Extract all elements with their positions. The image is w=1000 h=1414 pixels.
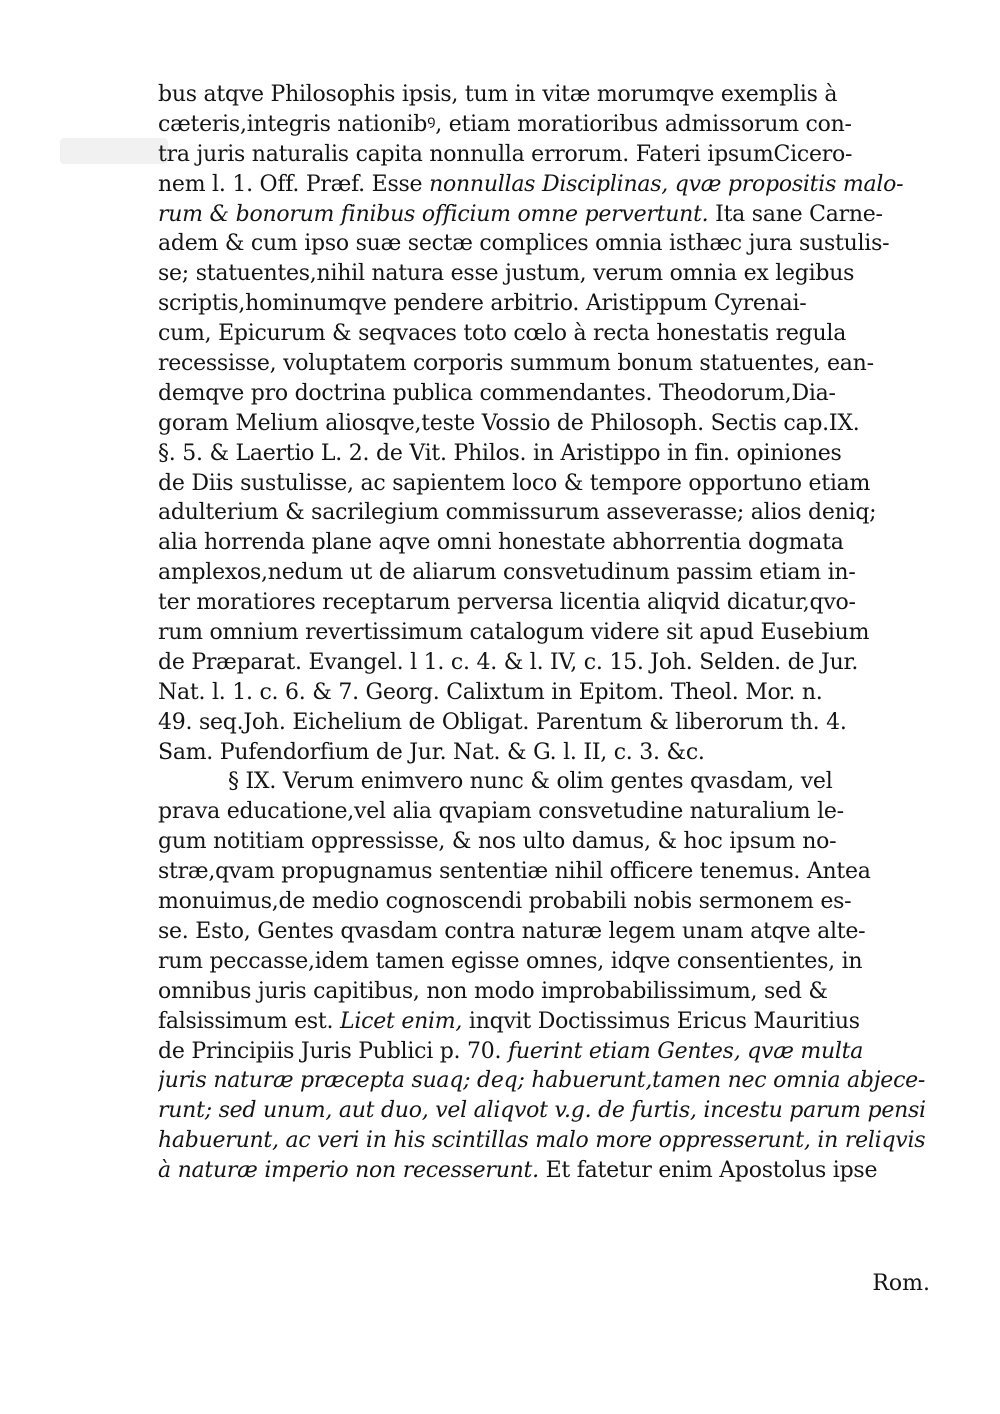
text-line: runt; sed unum, aut duo, vel aliqvot v.g. de furtis, incestu parum pensi <box>158 1098 926 1124</box>
roman-run: Ita sane Carne- <box>708 201 883 227</box>
text-line: ter moratiores receptarum perversa licentia aliqvid dicatur,qvo- <box>158 590 856 616</box>
catchword: Rom. <box>872 1271 930 1296</box>
text-line: scriptis,hominumqve pendere arbitrio. Aristippum Cyrenai- <box>158 291 807 317</box>
italic-run: fuerint etiam Gentes, qvæ multa <box>501 1038 864 1064</box>
text-line: Nat. l. 1. c. 6. & 7. Georg. Calixtum in Epitom. Theol. Mor. n. <box>158 679 823 705</box>
roman-run: falsissimum est. <box>158 1008 334 1034</box>
text-line: Sam. Pufendorfium de Jur. Nat. & G. l. II, c. 3. &c. <box>158 739 705 765</box>
text-line: 49. seq.Joh. Eichelium de Obligat. Parentum & liberorum th. 4. <box>158 709 847 735</box>
italic-run: nonnullas Disciplinas, qvæ propositis malo- <box>422 171 904 197</box>
roman-run: Et fatetur enim Apostolus ipse <box>538 1158 878 1184</box>
text-line: cæteris,integris nationibꝰ, etiam moratioribus admissorum con- <box>158 111 852 137</box>
text-line: rum peccasse,idem tamen egisse omnes, idqve consentientes, in <box>158 948 863 974</box>
text-line: monuimus,de medio cognoscendi probabili nobis sermonem es- <box>158 889 852 915</box>
text-line: se; statuentes,nihil natura esse justum, verum omnia ex legibus <box>158 261 855 287</box>
text-line: adulterium & sacrilegium commissurum asseverasse; alios deniq; <box>158 500 877 526</box>
roman-run: de Principiis Juris Publici p. 70. <box>158 1038 502 1064</box>
text-line <box>158 1037 938 1067</box>
text-line: cum, Epicurum & seqvaces toto cœlo à recta honestatis regula <box>158 321 847 347</box>
text-line <box>158 1156 938 1186</box>
text-line: omnibus juris capitibus, non modo improbabilissimum, sed & <box>158 978 828 1004</box>
text-line: alia horrenda plane aqve omni honestate abhorrentia dogmata <box>158 530 844 556</box>
text-line: tra juris naturalis capita nonnulla errorum. Fateri ipsumCicero- <box>158 141 853 167</box>
text-line: §. 5. & Laertio L. 2. de Vit. Philos. in Aristippo in fin. opiniones <box>158 440 842 466</box>
roman-run: nem l. 1. Off. Præf. Esse <box>158 171 423 197</box>
text-line: de Præparat. Evangel. l 1. c. 4. & l. IV, c. 15. Joh. Selden. de Jur. <box>158 649 859 675</box>
roman-run: inqvit Doctissimus Ericus Mauritius <box>462 1008 860 1034</box>
text-line <box>158 200 938 230</box>
italic-run: Licet enim, <box>333 1008 463 1034</box>
text-line <box>158 170 938 200</box>
italic-run: à naturæ imperio non recesserunt. <box>158 1158 539 1184</box>
text-line: habuerunt, ac veri in his scintillas malo more oppresserunt, in reliqvis <box>158 1128 926 1154</box>
text-line: stræ,qvam propugnamus sententiæ nihil officere tenemus. Antea <box>158 859 871 885</box>
text-line: se. Esto, Gentes qvasdam contra naturæ legem unam atqve alte- <box>158 918 866 944</box>
body-text <box>158 80 938 1186</box>
ink-smudge <box>60 138 168 164</box>
section-heading-line: § IX. Verum enimvero nunc & olim gentes qvasdam, vel <box>228 769 833 795</box>
text-line <box>158 1007 938 1037</box>
text-line: prava educatione,vel alia qvapiam consvetudine naturalium le- <box>158 799 844 825</box>
text-line: goram Melium aliosqve,teste Vossio de Philosoph. Sectis cap.IX. <box>158 410 860 436</box>
text-line: de Diis sustulisse, ac sapientem loco & tempore opportuno etiam <box>158 470 871 496</box>
text-line: gum notitiam oppressisse, & nos ulto damus, & hoc ipsum no- <box>158 829 837 855</box>
italic-run: rum & bonorum finibus officium omne pervertunt. <box>158 201 709 227</box>
text-line: recessisse, voluptatem corporis summum bonum statuentes, ean- <box>158 351 874 377</box>
text-line: juris naturæ præcepta suaq; deq; habuerunt,tamen nec omnia abjece- <box>158 1068 926 1094</box>
text-line: demqve pro doctrina publica commendantes. Theodorum,Dia- <box>158 380 836 406</box>
text-line: amplexos,nedum ut de aliarum consvetudinum passim etiam in- <box>158 560 856 586</box>
text-line: rum omnium revertissimum catalogum videre sit apud Eusebium <box>158 620 870 646</box>
text-line: bus atqve Philosophis ipsis, tum in vitæ morumqve exemplis à <box>158 82 838 107</box>
text-line: adem & cum ipso suæ sectæ complices omnia isthæc jura sustulis- <box>158 231 890 257</box>
